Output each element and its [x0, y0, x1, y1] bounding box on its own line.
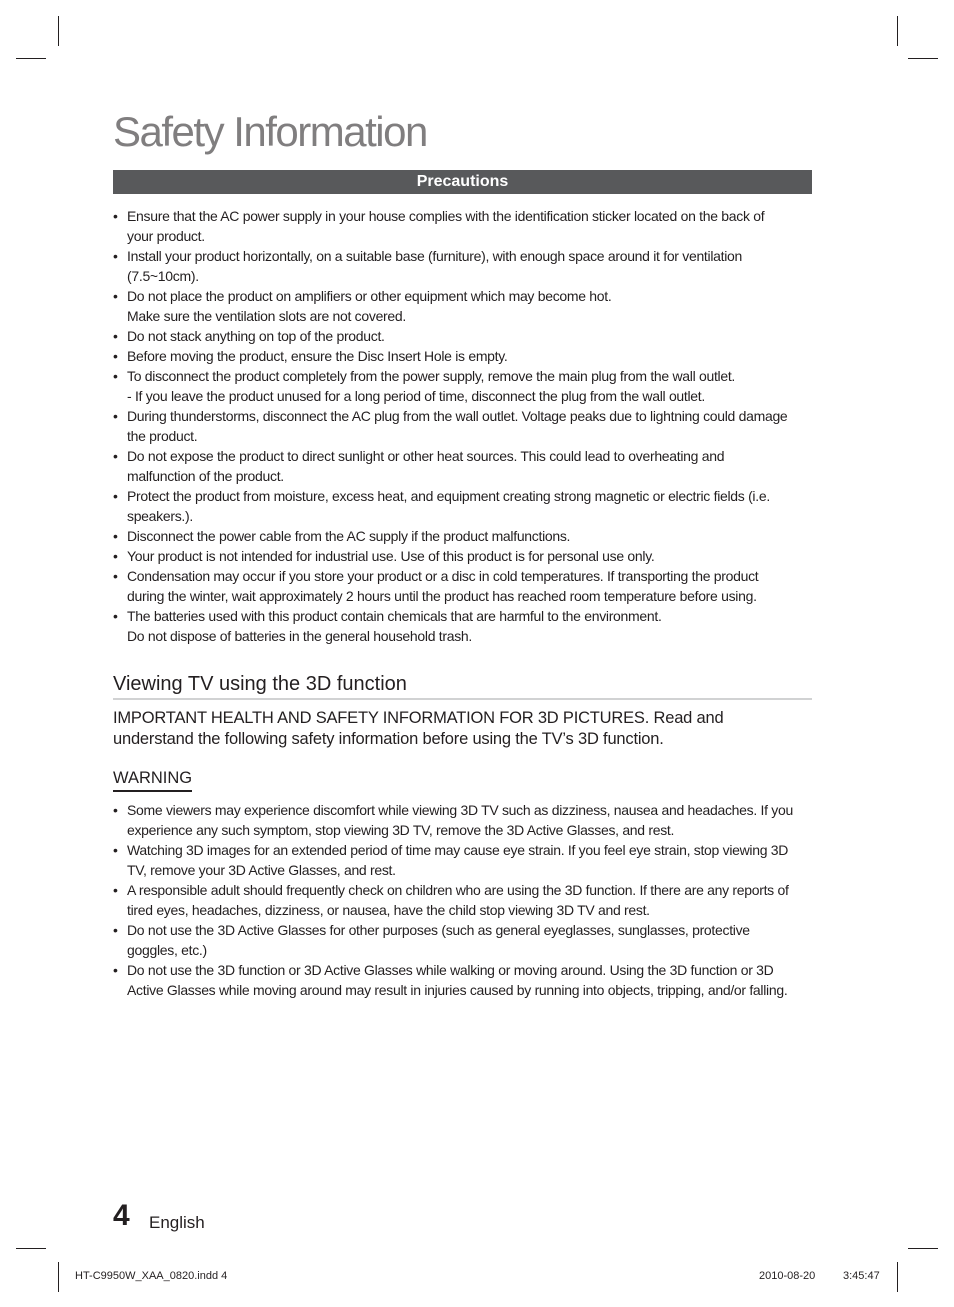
precaution-item	[113, 366, 812, 406]
warning-heading: WARNING	[113, 767, 192, 792]
precaution-item-text: • Do not place the product on amplifiers or other equipment which may become hot.	[127, 288, 612, 304]
crop-mark	[908, 1248, 938, 1249]
warning-item-text: goggles, etc.)	[127, 942, 207, 958]
precaution-item-text: - If you leave the product unused for a long period of time, disconnect the plug from the wall outlet.	[127, 388, 705, 404]
page-number: 4	[113, 1199, 130, 1232]
precaution-item	[113, 546, 812, 566]
section-bar-precautions: Precautions	[113, 170, 812, 194]
precaution-item-text: • During thunderstorms, disconnect the AC plug from the wall outlet. Voltage peaks due to lightning could damage	[127, 408, 788, 424]
warning-item-text: Active Glasses while moving around may result in injuries caused by running into objects, tripping, and/or falling.	[127, 982, 788, 998]
precaution-item-text: • To disconnect the product completely from the power supply, remove the main plug from the wall outlet.	[127, 368, 736, 384]
warning-item-text: • Watching 3D images for an extended period of time may cause eye strain. If you feel eye strain, stop viewing 3D	[127, 842, 789, 858]
warning-item-text: • Do not use the 3D function or 3D Active Glasses while walking or moving around. Using the 3D function or 3D	[127, 962, 774, 978]
warning-item	[113, 880, 812, 920]
warning-item-text: • Some viewers may experience discomfort while viewing 3D TV such as dizziness, nausea and headaches. If you	[127, 802, 793, 818]
precaution-item-text: the product.	[127, 428, 198, 444]
important-notice-line: understand the following safety information before using the TV’s 3D function.	[113, 730, 664, 748]
crop-mark	[908, 58, 938, 59]
precaution-item	[113, 326, 812, 346]
precautions-list	[113, 206, 812, 646]
precaution-item	[113, 406, 812, 446]
slug-date: 2010-08-20	[759, 1270, 816, 1282]
warning-item-text: experience any such symptom, stop viewing 3D TV, remove the 3D Active Glasses, and rest.	[127, 822, 675, 838]
warning-item	[113, 800, 812, 840]
precaution-item-text: • Condensation may occur if you store your product or a disc in cold temperatures. If transporting the product	[127, 568, 759, 584]
precaution-item-text: • Before moving the product, ensure the Disc Insert Hole is empty.	[127, 348, 508, 364]
warning-item	[113, 960, 812, 1000]
precaution-item	[113, 566, 812, 606]
precaution-item-text: Make sure the ventilation slots are not covered.	[127, 308, 406, 324]
precaution-item-text: (7.5~10cm).	[127, 268, 199, 284]
crop-mark	[897, 1262, 898, 1292]
important-notice-line: IMPORTANT HEALTH AND SAFETY INFORMATION FOR 3D PICTURES. Read and	[113, 709, 724, 727]
precaution-item	[113, 346, 812, 366]
page-language: English	[149, 1213, 205, 1232]
precaution-item	[113, 246, 812, 286]
precaution-item-text: • Do not stack anything on top of the product.	[127, 328, 385, 344]
important-notice	[113, 708, 812, 750]
precaution-item	[113, 486, 812, 526]
crop-mark	[58, 1262, 59, 1292]
precaution-item	[113, 286, 812, 326]
warning-list	[113, 800, 812, 1000]
warning-item-text: • A responsible adult should frequently check on children who are using the 3D function. If there are any reports of	[127, 882, 789, 898]
precaution-item-text: • Disconnect the power cable from the AC supply if the product malfunctions.	[127, 528, 571, 544]
precaution-item	[113, 206, 812, 246]
precaution-item-text: • Do not expose the product to direct sunlight or other heat sources. This could lead to overheating and	[127, 448, 725, 464]
precaution-item-text: your product.	[127, 228, 205, 244]
precaution-item	[113, 446, 812, 486]
warning-item-text: • Do not use the 3D Active Glasses for other purposes (such as general eyeglasses, sunglasses, protective	[127, 922, 750, 938]
warning-item-text: TV, remove your 3D Active Glasses, and rest.	[127, 862, 396, 878]
precaution-item-text: • Install your product horizontally, on a suitable base (furniture), with enough space around it for ventilation	[127, 248, 743, 264]
precaution-item	[113, 526, 812, 546]
precaution-item-text: Do not dispose of batteries in the general household trash.	[127, 628, 472, 644]
page-title: Safety Information	[113, 108, 427, 155]
warning-item	[113, 920, 812, 960]
crop-mark	[16, 1248, 46, 1249]
precaution-item-text: • Protect the product from moisture, excess heat, and equipment creating strong magnetic or electric fields (i.e.	[127, 488, 770, 504]
precaution-item-text: during the winter, wait approximately 2 hours until the product has reached room temperature before using.	[127, 588, 757, 604]
precaution-item-text: speakers.).	[127, 508, 193, 524]
warning-item-text: tired eyes, headaches, dizziness, or nausea, have the child stop viewing 3D TV and rest.	[127, 902, 650, 918]
precaution-item-text: • Your product is not intended for industrial use. Use of this product is for personal use only.	[127, 548, 655, 564]
precaution-item-text: • Ensure that the AC power supply in your house complies with the identification sticker located on the back of	[127, 208, 765, 224]
warning-item	[113, 840, 812, 880]
slug-time: 3:45:47	[843, 1270, 880, 1282]
precaution-item-text: malfunction of the product.	[127, 468, 284, 484]
precaution-item	[113, 606, 812, 646]
slug-filename: HT-C9950W_XAA_0820.indd 4	[75, 1270, 228, 1282]
section-heading-3d: Viewing TV using the 3D function	[113, 671, 812, 700]
crop-mark	[897, 16, 898, 46]
crop-mark	[58, 16, 59, 46]
precaution-item-text: • The batteries used with this product contain chemicals that are harmful to the environment.	[127, 608, 662, 624]
crop-mark	[16, 58, 46, 59]
